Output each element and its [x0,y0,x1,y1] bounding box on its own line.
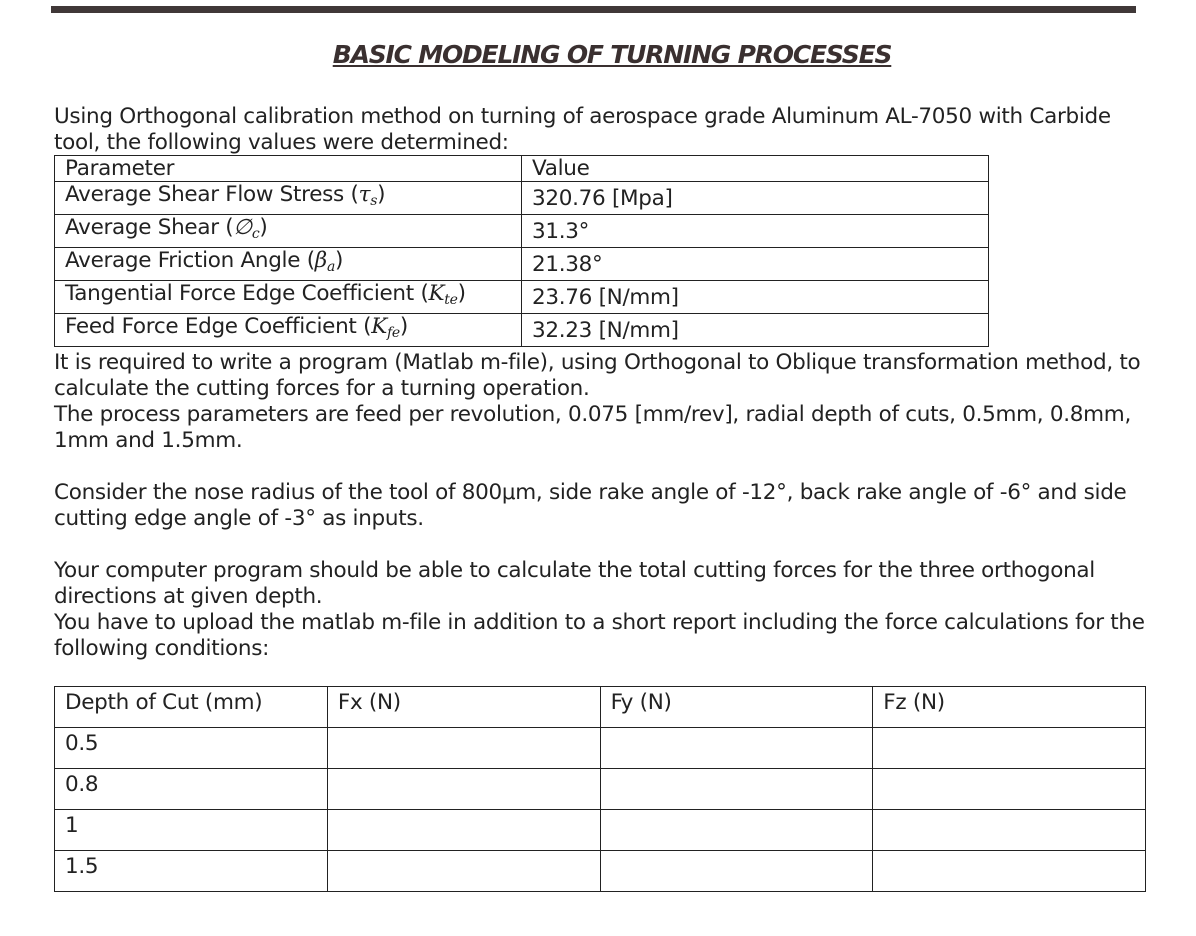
table-row [55,182,989,215]
parameter-label: Average Shear [65,215,219,240]
value-header: Value [522,156,989,182]
parameter-cell: Average Shear $(\emptyset_c)$ [55,215,522,248]
fy-cell [600,851,873,892]
table-row [55,769,1146,810]
parameter-symbol: $K_{fe}$ [371,314,400,341]
parameter-label: Feed Force Edge Coefficient [65,314,357,339]
table-row [55,851,1146,892]
requirement-line-1: It is required to write a program (Matlab m-file), using Orthogonal to Oblique transformation method, to calculate the cutting forces for a turning operation. [54,350,1141,401]
requirement-line-2: The process parameters are feed per revolution, 0.075 [mm/rev], radial depth of cuts, 0.5mm, 0.8mm, 1mm and 1.5mm. [54,402,1131,453]
table-row [55,314,989,347]
table-row [55,810,1146,851]
parameter-header: Parameter [55,156,522,182]
parameter-cell: Feed Force Edge Coefficient $(K_{fe})$ [55,314,522,347]
parameter-cell: Average Shear Flow Stress $(\tau_s)$ [55,182,522,215]
table-row [55,728,1146,769]
depth-cell: 1.5 [55,851,328,892]
page-title: BASIC MODELING OF TURNING PROCESSES [332,40,892,69]
parameter-symbol: $\beta_a$ [314,248,335,275]
fx-cell [327,728,600,769]
program-line-2: You have to upload the matlab m-file in addition to a short report including the force calculations for the following conditions: [54,610,1145,661]
fz-header: Fz (N) [873,687,1146,728]
fy-cell [600,769,873,810]
value-cell: 31.3° [522,215,989,248]
table-row [55,215,989,248]
table-row [55,281,989,314]
parameter-table [54,155,989,347]
parameter-label: Average Shear Flow Stress [65,182,344,207]
requirement-paragraph [54,350,1164,454]
fx-cell [327,851,600,892]
program-paragraph [54,558,1154,662]
fz-cell [873,728,1146,769]
table-header-row [55,687,1146,728]
depth-cell: 0.5 [55,728,328,769]
parameter-cell: Average Friction Angle $(\beta_a)$ [55,248,522,281]
value-cell: 320.76 [Mpa] [522,182,989,215]
value-cell: 23.76 [N/mm] [522,281,989,314]
intro-paragraph: Using Orthogonal calibration method on turning of aerospace grade Aluminum AL-7050 with Carbide tool, the following values were determined: [54,104,1111,155]
parameter-label: Tangential Force Edge Coefficient [65,281,414,306]
value-cell: 21.38° [522,248,989,281]
parameter-symbol: $K_{te}$ [428,281,458,308]
top-rule [51,6,1136,13]
fx-cell [327,810,600,851]
fz-cell [873,769,1146,810]
tool-geometry-paragraph: Consider the nose radius of the tool of 800μm, side rake angle of -12°, back rake angle of -6° and side cutting edge angle of -3° as inputs. [54,480,1127,531]
depth-cell: 0.8 [55,769,328,810]
parameter-symbol: $\emptyset_c$ [233,215,260,242]
parameter-symbol: $\tau_s$ [358,182,378,209]
fz-cell [873,851,1146,892]
fz-cell [873,810,1146,851]
fy-cell [600,810,873,851]
fy-header: Fy (N) [600,687,873,728]
parameter-label: Average Friction Angle [65,248,301,273]
depth-header: Depth of Cut (mm) [55,687,328,728]
forces-table [54,686,1146,892]
program-line-1: Your computer program should be able to calculate the total cutting forces for the three orthogonal directions at given depth. [54,558,1095,609]
table-row [55,248,989,281]
parameter-cell: Tangential Force Edge Coefficient $(K_{te})$ [55,281,522,314]
depth-cell: 1 [55,810,328,851]
value-cell: 32.23 [N/mm] [522,314,989,347]
fy-cell [600,728,873,769]
fx-header: Fx (N) [327,687,600,728]
fx-cell [327,769,600,810]
table-header-row [55,156,989,182]
